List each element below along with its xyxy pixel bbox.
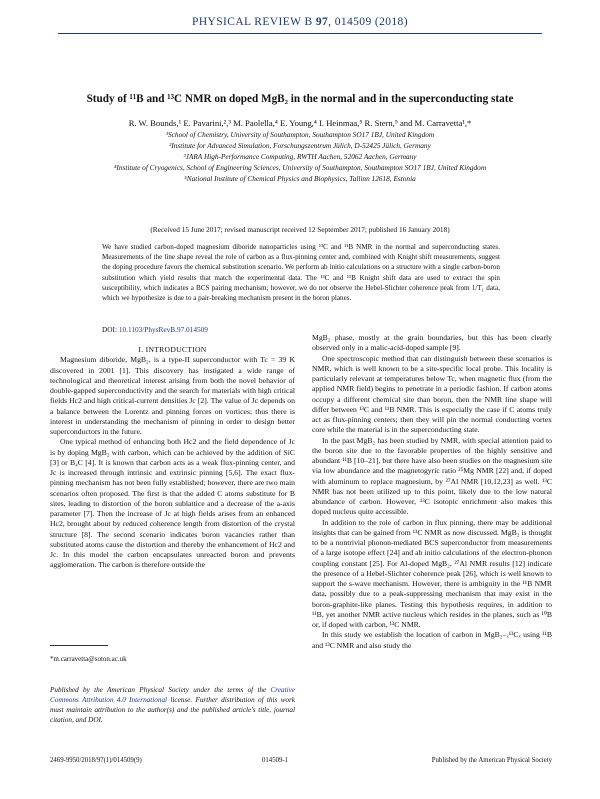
paragraph: In the past MgB₂ has been studied by NMR, with special attention paid to the boron site due to the favorable properties of the highly sensitive and abundant ¹¹B [10–21], but there have also been studies on the magnesium site via low abundance and the magnetogyric ratio ²⁵Mg NMR [22] and, if doped with aluminum to replace magnesium, by ²⁷Al NMR [10,12,23] as well. ¹³C NMR has not been utilized up to this point, likely due to the low natural abundance of carbon. However, ¹³C isotopic enrichment also makes this doped nucleus quite accessible. [312, 435, 552, 517]
doi-link[interactable]: 10.1103/PhysRevB.97.014509 [118, 325, 208, 334]
affiliation-1: ¹School of Chemistry, University of Southampton, Southampton SO17 1BJ, United Kingdom [165, 130, 435, 139]
paper-title: Study of ¹¹B and ¹³C NMR on doped MgB₂ in the normal and in the superconducting state [86, 93, 514, 105]
affiliation-2: ²Institute for Advanced Simulation, Forschungszentrum Jülich, D-52425 Jülich, Germany [169, 141, 431, 150]
doi-label: DOI: [102, 325, 117, 334]
paragraph: One typical method of enhancing both Hc2 and the field dependence of Jc is by doping MgB₂ with carbon, which can be achieved by the addition of SiC [3] or B₄C [4]. It is known that carbon acts as a weak flux-pinning center, and Jc is increased through intrinsic and extrinsic pinning [5,6]. The exact flux-pinning mechanism has not been fully established; however, there are two main scenarios often proposed. The first is that the added C atoms substitute for B sites, leading to distortion of the boron sublattice and a decrease of the a-axis parameter [7]. Then the increase of Jc at high fields arises from an enhanced Hc2, brought about by reduced coherence length from distortion of the crystal structure [8]. The second scenario indicates boron vacancies rather than substituted atoms cause the distortion and thereby the enhancement of Hc2 and Jc. In this model the carbon encapsulates unreacted boron and prevents agglomeration. The carbon is therefore outside the [50, 437, 295, 570]
corresponding-email[interactable]: *m.carravetta@soton.ac.uk [50, 655, 127, 663]
left-column [50, 345, 295, 571]
journal-header [0, 16, 600, 28]
paragraph: In addition to the role of carbon in flux pinning, there may be additional insights that can be gained from ¹³C NMR as now discussed. MgB₂ is thought to be a nontrivial phonon-mediated BCS superconductor from measurements of a large isotope effect [24] and ab initio calculations of the electron-phonon coupling constant [25]. For Al-doped MgB₂, ²⁷Al NMR results [12] indicate the presence of a Hebel-Slichter coherence peak [26], which is well known to support the s-wave mechanism. However, there is ambiguity in the ¹¹B NMR data, possibly due to a peak-suppressing mechanism that may exist in the boron-graphite-like planes. Testing this hypothesis requires, in addition to ¹¹B, yet another NMR active nucleus which resides in the planes, such as ¹⁰B or, if doped with carbon, ¹³C NMR. [312, 517, 552, 629]
paragraph: One spectroscopic method that can distinguish between these scenarios is NMR, which is well known to be a site-specific local probe. This locality is particularly relevant at temperatures below Tc, when magnetic flux (from the applied NMR field) begins to penetrate in a periodic fashion. If carbon atoms occupy a different chemical site than boron, then the NMR line shape will differ between ¹³C and ¹¹B NMR. This is especially the case if C atoms truly act as flux-pinning centers; then they will pin the normal conducting vortex core while the material is in the superconducting state. [312, 353, 552, 435]
license-link[interactable]: Creative Commons Attribution 4.0 International [50, 686, 295, 704]
journal-volume: 97 [315, 16, 329, 28]
license-notice [50, 685, 295, 725]
article-number: , 014509 (2018) [328, 16, 408, 28]
header-rule [58, 33, 542, 34]
author-list: R. W. Bounds,¹ E. Pavarini,²,³ M. Paolella,⁴ E. Young,⁴ I. Heinmaa,⁵ R. Stern,⁵ and M. Carravetta¹,* [128, 118, 472, 128]
journal-name: PHYSICAL REVIEW B [192, 16, 313, 28]
right-column [312, 333, 552, 651]
license-text-1: Published by the American Physical Society under the terms of the [50, 686, 271, 694]
page-number: 014509-1 [262, 757, 289, 764]
abstract: We have studied carbon-doped magnesium diboride nanoparticles using ¹³C and ¹¹B NMR in the normal and superconducting states. Measurements of the line shape reveal the role of carbon as a flux-pinning center and, combined with Knight shift measurements, suggest the doping procedure favors the chemical substitution scenario. We perform ab initio calculations on a structure with a single carbon-boron substitution which yield results that match the experimental data. The ¹³C and ¹¹B Knight shift data are used to extract the spin susceptibility, which indicates a BCS pairing mechanism; however, we do not observe the Hebel-Slichter coherence peak from 1/T₁ data, which we hypothesize is due to a pair-breaking mechanism present in the boron planes. [102, 243, 500, 303]
doi-line [102, 325, 208, 334]
license-text-2: license. Further distribution of this work must maintain attribution to the author(s) and the published article's title, journal citation, and DOI. [50, 696, 295, 724]
affiliation-4: ⁴Institute of Cryogenics, School of Engineering Sciences, University of Southampton, Southampton SO17 1BJ, United Kingdom [113, 163, 487, 172]
footer-publisher: Published by the American Physical Society [431, 757, 552, 764]
section-heading: I. INTRODUCTION [138, 345, 207, 354]
paragraph: MgB₂ phase, mostly at the grain boundaries, but this has been clearly observed only in a malic-acid-doped sample [9]. [312, 333, 552, 353]
paragraph: In this study we establish the location of carbon in MgB₂₋ₓ¹³Cₓ using ¹¹B and ¹³C NMR and also study the [312, 630, 552, 650]
paragraph: Magnesium diboride, MgB₂, is a type-II superconductor with Tc = 39 K discovered in 2001 [1]. This discovery has instigated a wide range of technological and theoretical interest arising from both the novel behavior of double-gapped superconductivity and the search for materials with high critical fields Hc2 and high critical-current densities Jc [2]. The value of Jc depends on a balance between the Lorentz and pinning forces on vortices; thus there is interest in understanding the mechanism of pinning in order to design better superconductors in the future. [50, 355, 295, 436]
footer-issn: 2469-9950/2018/97(1)/014509(9) [50, 757, 142, 764]
affiliation-5: ⁵National Institute of Chemical Physics and Biophysics, Tallinn 12618, Estonia [184, 174, 416, 183]
affiliation-3: ³JARA High-Performance Computing, RWTH Aachen, 52062 Aachen, Germany [183, 152, 417, 161]
footnote-rule [50, 645, 108, 646]
received-dates: (Received 15 June 2017; revised manuscript received 12 September 2017; published 16 January 2018) [150, 225, 450, 234]
